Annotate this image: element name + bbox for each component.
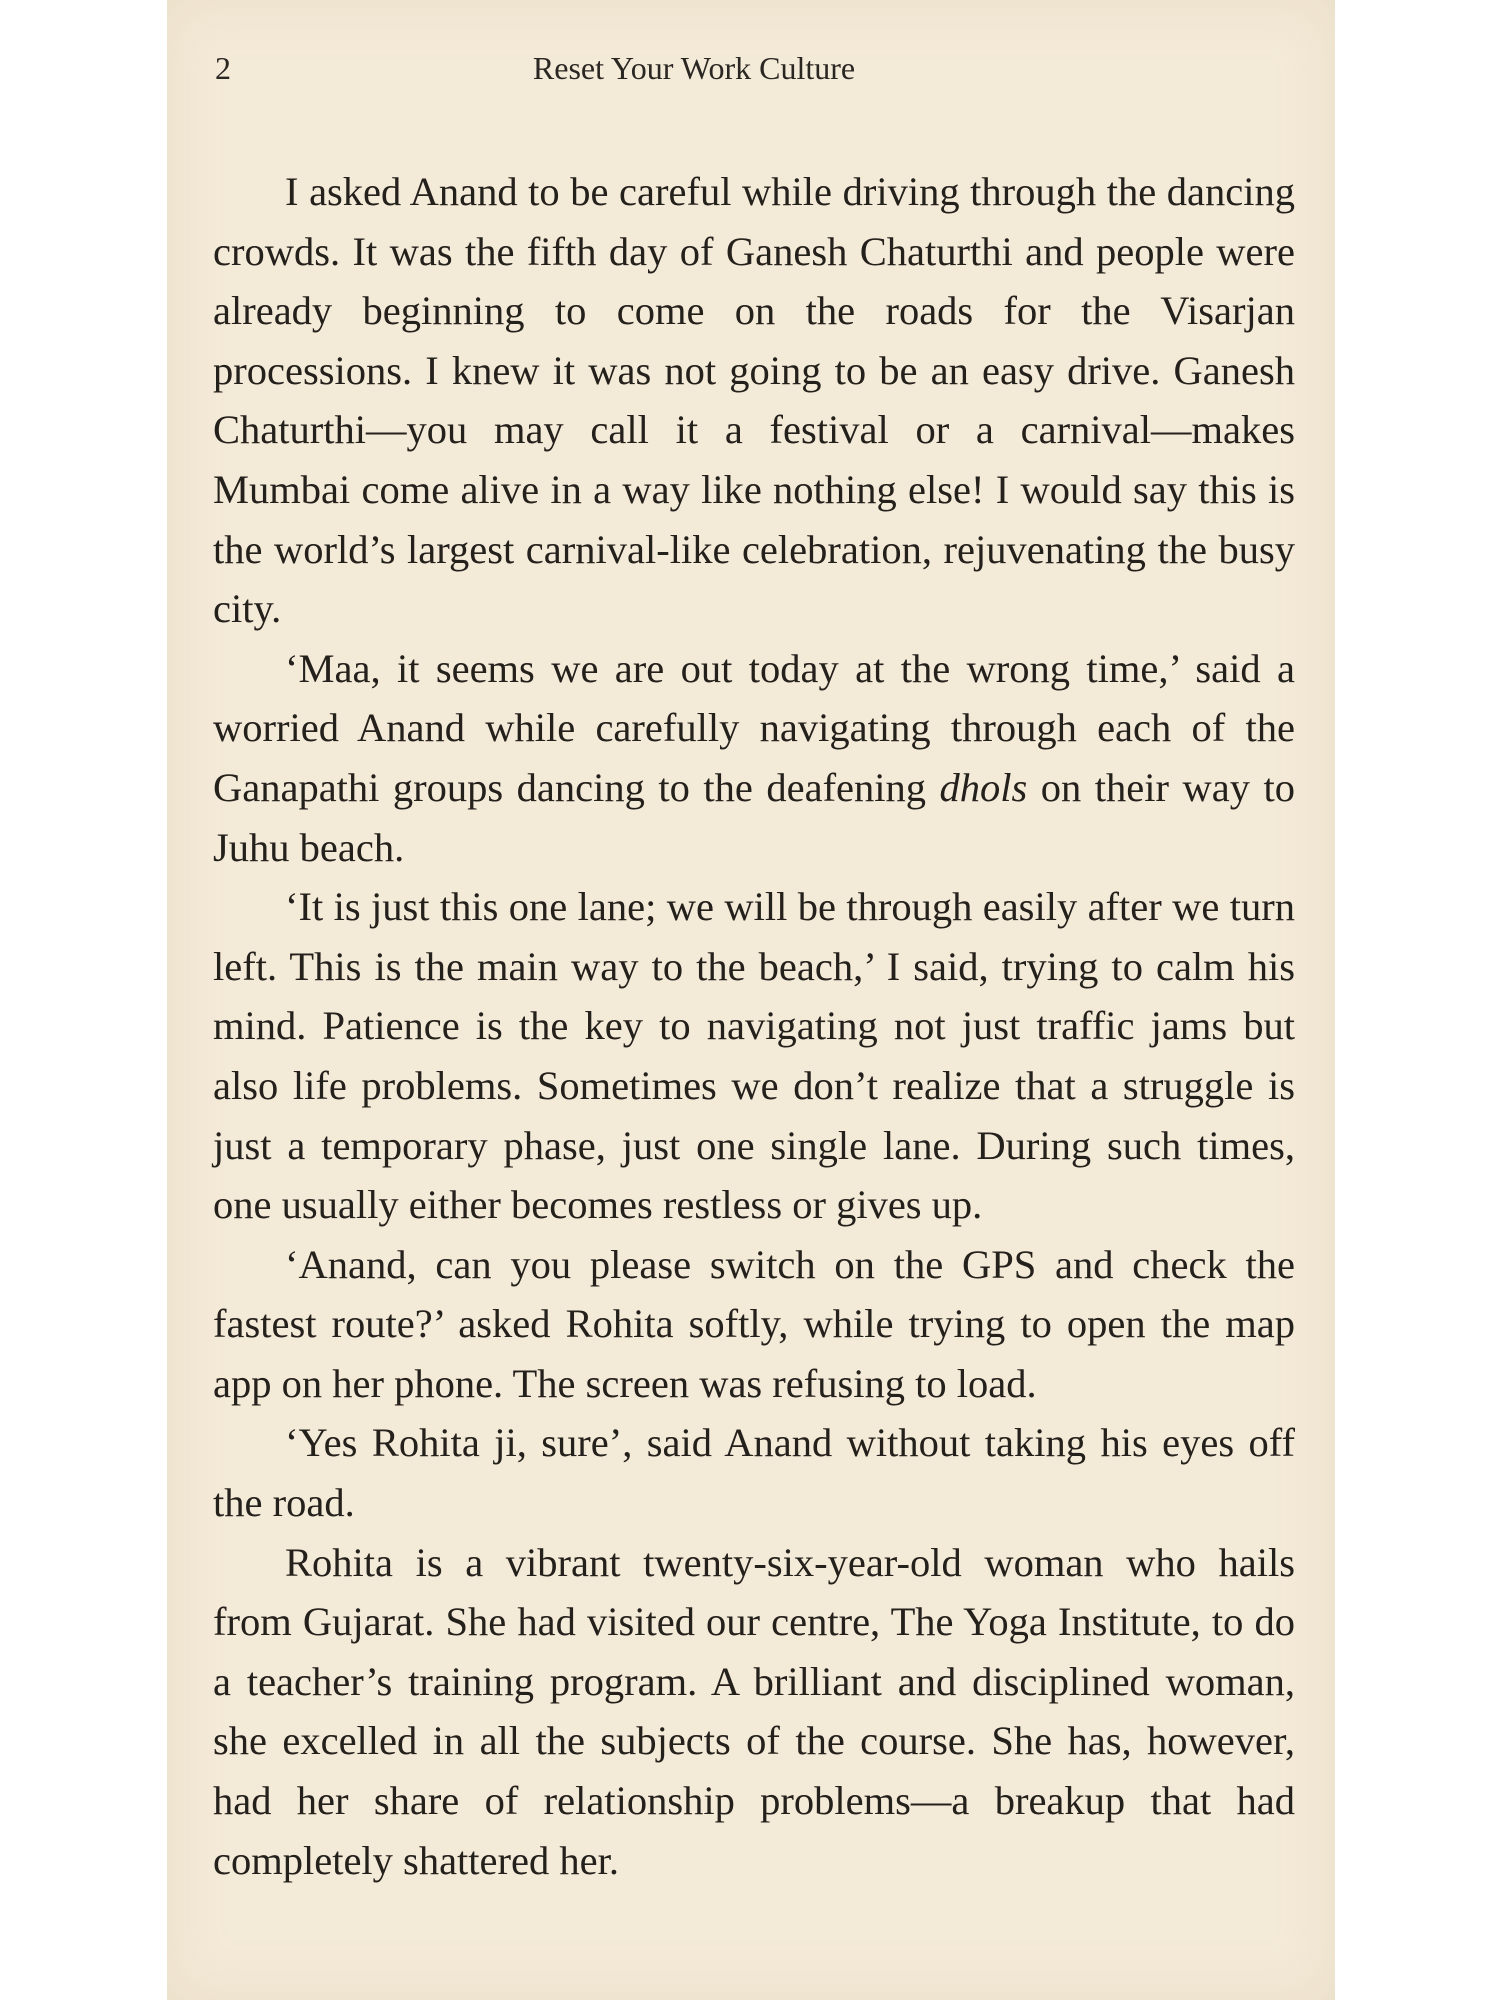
page-number: 2 [215,50,231,86]
running-head: Reset Your Work Culture [532,50,856,86]
paragraph-3: ‘It is just this one lane; we will be through easily after we turn left. This is the main way to the beach,’ I said, trying to calm his mind. Patience is the key to navigating not just traffic jams but also life problems. Sometimes we don’t realize that a struggle is just a temporary phase, just one single lane. During such times, one usually either becomes restless or gives up. [213,884,1295,1228]
paragraph-2-text-after: on their way to Juhu beach. [213,764,1295,870]
paragraph-6: Rohita is a vibrant twenty-six-year-old woman who hails from Gujarat. She had visited our centre, The Yoga Institute, to do a teacher’s training program. A brilliant and disciplined woman, she excelled in all the subjects of the course. She has, however, had her share of relationship problems—a breakup that had completely shattered her. [213,1539,1295,1883]
paragraph-4: ‘Anand, can you please switch on the GPS and check the fastest route?’ asked Rohita softly, while trying to open the map app on her phone. The screen was refusing to load. [213,1241,1295,1406]
body-text [213,162,1295,1890]
book-page [167,0,1335,2000]
paragraph-1: I asked Anand to be careful while driving through the dancing crowds. It was the fifth day of Ganesh Chaturthi and people were already beginning to come on the roads for the Visarjan processions. I knew it was not going to be an easy drive. Ganesh Chaturthi—you may call it a festival or a carnival—makes Mumbai come alive in a way like nothing else! I would say this is the world’s largest carnival-like celebration, rejuvenating the busy city. [213,169,1295,632]
paragraph-2-italic-word: dhols [939,764,1028,810]
paragraph-2-text-before: ‘Maa, it seems we are out today at the wrong time,’ said a worried Anand while carefully navigating through each of the Ganapathi groups dancing to the deafening [213,645,1295,810]
paragraph-2 [213,639,1295,877]
paragraph-5: ‘Yes Rohita ji, sure’, said Anand without taking his eyes off the road. [213,1420,1295,1526]
